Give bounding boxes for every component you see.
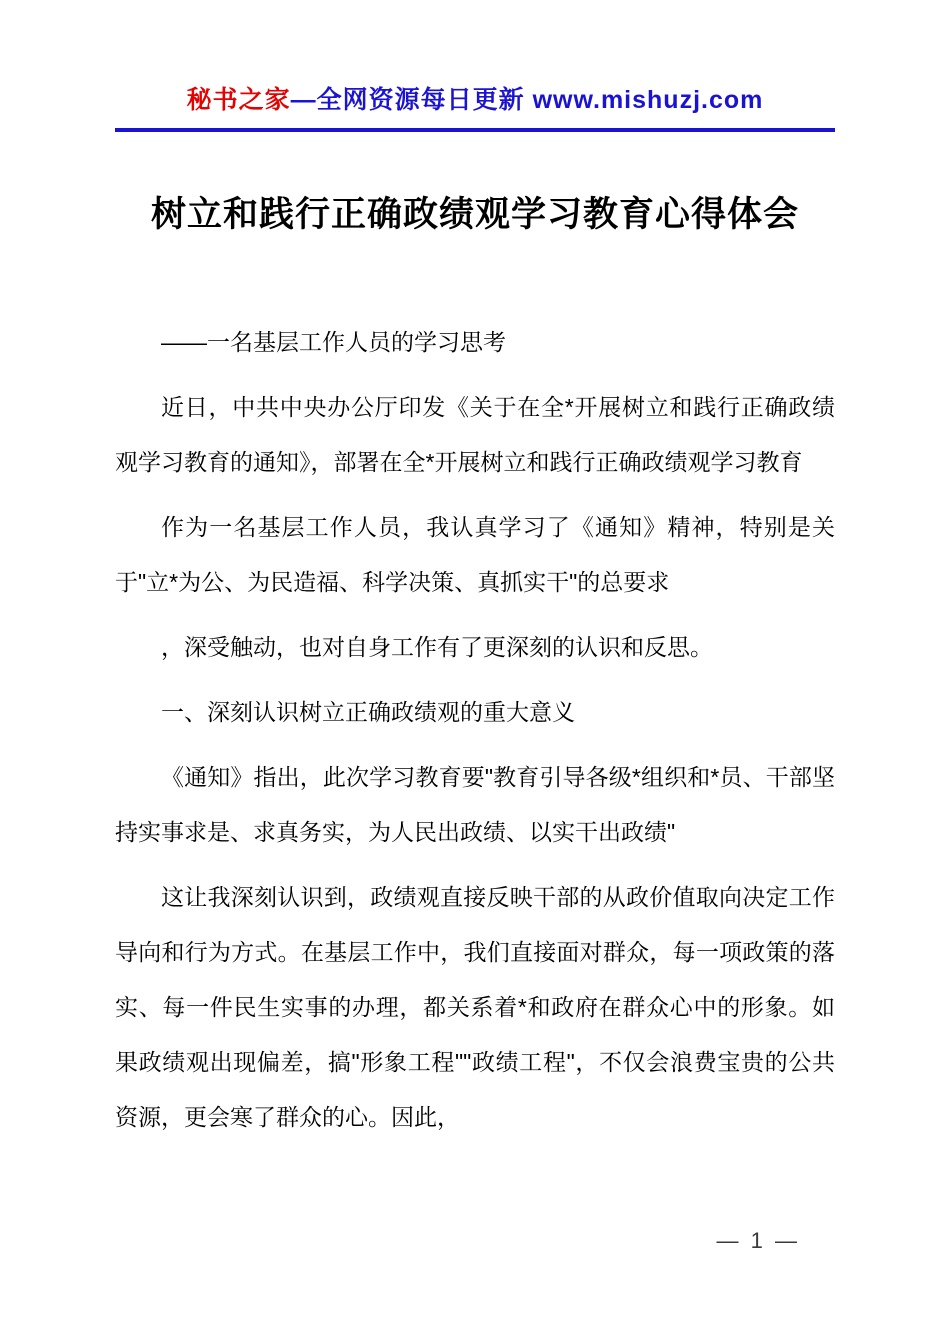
document-body [115,315,835,1145]
site-url-link[interactable]: www.mishuzj.com [532,86,764,114]
header-divider [115,128,835,132]
paragraph-notice-quote: 《通知》指出，此次学习教育要"教育引导各级*组织和*员、干部坚持实事求是、求真务实，为人民出政绩、以实干出政绩" [115,764,835,845]
document-title: 树立和践行正确政绩观学习教育心得体会 [150,195,799,234]
section-heading-1: 一、深刻认识树立正确政绩观的重大意义 [161,699,575,725]
paragraph-understanding: 这让我深刻认识到，政绩观直接反映干部的从政价值取向决定工作导向和行为方式。在基层工作中，我们直接面对群众，每一项政策的落实、每一件民生实事的办理，都关系着*和政府在群众心中的形象。如果政绩观出现偏差，搞"形象工程""政绩工程"，不仅会浪费宝贵的公共资源，更会寒了群众的心。因此， [115,884,835,1130]
site-header [115,80,835,116]
paragraph-subtitle: ——一名基层工作人员的学习思考 [161,329,506,355]
page-number [717,1228,800,1254]
page-number-text: — 1 — [716,1228,800,1253]
site-tagline: —全网资源每日更新 [290,86,533,114]
paragraph-reflection: ，深受触动，也对自身工作有了更深刻的认识和反思。 [161,634,713,660]
site-name: 秘书之家 [186,86,291,114]
paragraph-intro: 近日，中共中央办公厅印发《关于在全*开展树立和践行正确政绩观学习教育的通知》，部署在全*开展树立和践行正确政绩观学习教育 [115,394,835,475]
paragraph-study: 作为一名基层工作人员，我认真学习了《通知》精神，特别是关于"立*为公、为民造福、科学决策、真抓实干"的总要求 [115,514,835,595]
